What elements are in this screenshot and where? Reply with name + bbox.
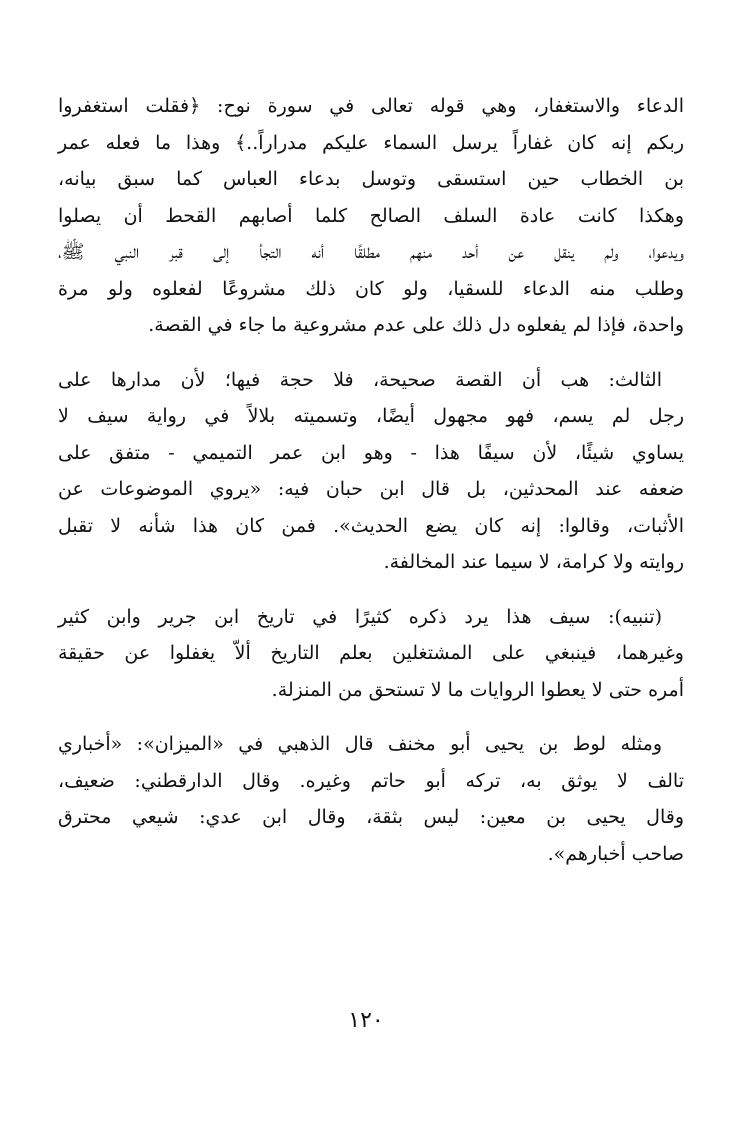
text-line: وغيرهما، فينبغي على المشتغلين بعلم التاريخ ألاّ يغفلوا عن حقيقة [58,642,684,664]
text-line: الثالث: هب أن القصة صحيحة، فلا حجة فيها؛ لأن مدارها على [58,368,662,391]
text-line: ضعفه عند المحدثين، بل قال ابن حبان فيه: «يروي الموضوعات عن [58,478,684,500]
text-line: أمره حتى لا يعطوا الروايات ما لا تستحق من المنزلة. [271,678,684,701]
page-body [58,88,684,890]
text-line: روايته ولا كرامة، لا سيما عند المخالفة. [383,551,684,573]
text-line: وطلب منه الدعاء للسقيا، ولو كان ذلك مشروعًا لفعلوه ولو مرة [58,277,684,300]
text-line: يساوي شيئًا، لأن سيفًا هذا - وهو ابن عمر التميمي - متفق على [58,441,684,464]
text-line: تالف لا يوثق به، تركه أبو حاتم وغيره. وقال الدارقطني: ضعيف، [58,769,684,792]
text-line: رجل لم يسم، فهو مجهول أيضًا، وتسميته بلالاً في رواية سيف لا [58,405,684,427]
text-line: وهكذا كانت عادة السلف الصالح كلما أصابهم القحط أن يصلوا [58,204,684,227]
text-line: ربكم إنه كان غفاراً يرسل السماء عليكم مدراراً..﴾ وهذا ما فعله عمر [58,131,684,154]
paragraph-1 [58,88,684,344]
paragraph-3 [58,599,684,709]
page-number: ١٢٠ [348,1008,384,1033]
text-line: الدعاء والاستغفار، وهي قوله تعالى في سورة نوح: ﴿فقلت استغفروا [58,95,684,117]
paragraph-2 [58,362,684,581]
text-line: وقال يحيى بن معين: ليس بثقة، وقال ابن عدي: شيعي محترق [58,806,684,828]
text-line: (تنبيه): سيف هذا يرد ذكره كثيرًا في تاريخ ابن جرير وابن كثير [58,605,662,628]
text-line: ومثله لوط بن يحيى أبو مخنف قال الذهبي في «الميزان»: «أخباري [58,733,662,755]
text-line: صاحب أخبارهم». [547,842,684,865]
paragraph-4 [58,726,684,872]
text-line: ويدعوا، ولم ينقل عن أحد منهم مطلقًا أنه التجأ إلى قبر النبي ﷺ، [58,241,684,263]
text-line: الأثبات، وقالوا: إنه كان يضع الحديث». فمن كان هذا شأنه لا تقبل [58,514,684,537]
text-line: واحدة، فإذا لم يفعلوه دل ذلك على عدم مشروعية ما جاء في القصة. [148,314,684,336]
text-line: بن الخطاب حين استسقى وتوسل بدعاء العباس كما سبق بيانه، [58,168,684,190]
